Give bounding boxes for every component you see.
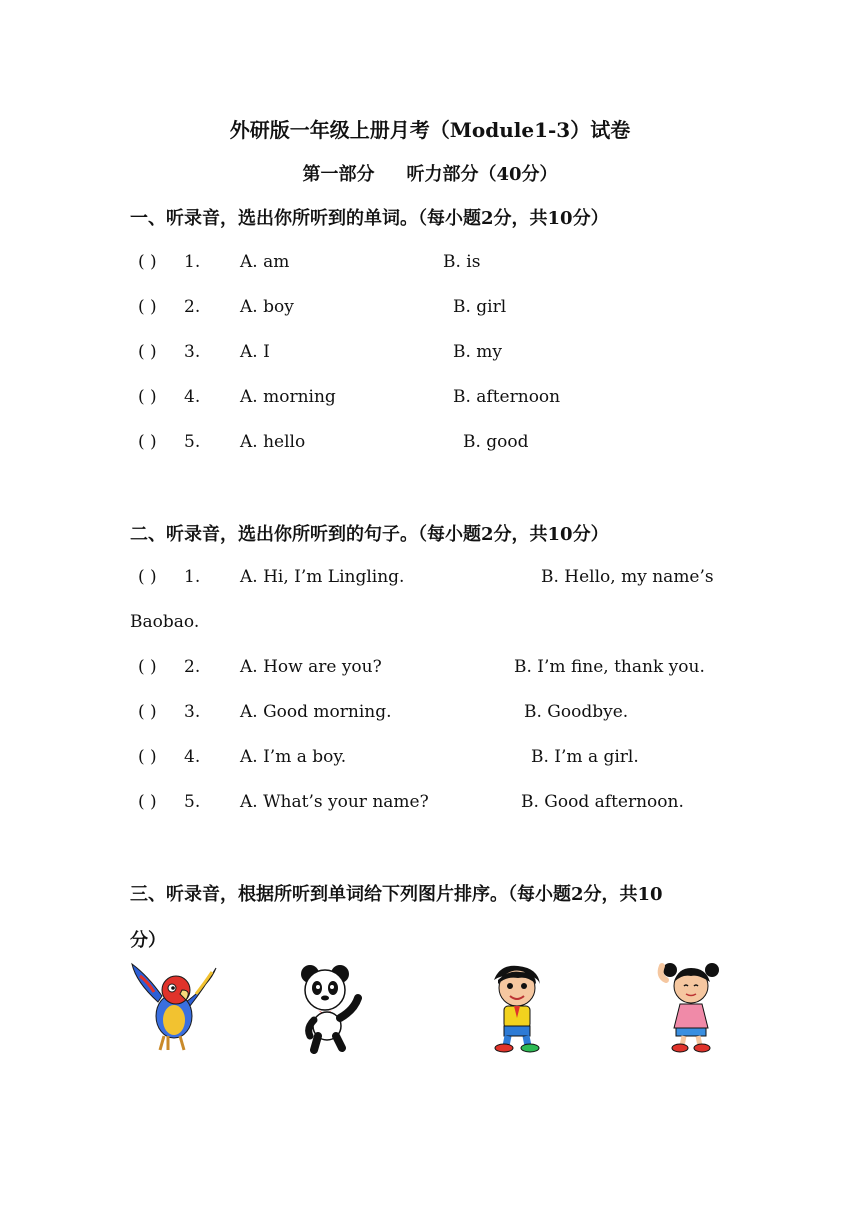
- item-number: 3.: [184, 342, 201, 362]
- answer-bracket[interactable]: ( ): [138, 297, 157, 317]
- option-a: A. morning: [240, 387, 336, 407]
- option-b: B. I’m a girl.: [531, 747, 639, 767]
- option-a: A. How are you?: [240, 657, 382, 677]
- option-a: A. am: [240, 252, 290, 272]
- answer-bracket[interactable]: ( ): [138, 657, 157, 677]
- option-b: B. I’m fine, thank you.: [514, 657, 705, 677]
- section2-heading: 二、听录音，选出你所听到的句子。（每小题2分，共10分）: [130, 524, 609, 545]
- item-number: 5.: [184, 432, 201, 452]
- option-a: A. What’s your name?: [240, 792, 429, 812]
- item-number: 5.: [184, 792, 201, 812]
- option-a: A. I’m a boy.: [240, 747, 347, 767]
- section1-heading: 一、听录音，选出你所听到的单词。（每小题2分，共10分）: [130, 208, 609, 229]
- page-title: 外研版一年级上册月考（Module1-3）试卷: [229, 118, 631, 142]
- option-b: B. my: [453, 342, 503, 362]
- option-b-wrap: Baobao.: [130, 612, 200, 632]
- option-b: B. girl: [453, 297, 507, 317]
- item-number: 3.: [184, 702, 201, 722]
- list-item: [0, 702, 860, 728]
- section3-heading: 三、听录音，根据所听到单词给下列图片排序。（每小题2分，共10: [130, 884, 663, 905]
- answer-bracket[interactable]: ( ): [138, 387, 157, 407]
- option-a: A. Good morning.: [240, 702, 392, 722]
- option-a: A. boy: [240, 297, 294, 317]
- part-name: 听力部分（40分）: [406, 164, 558, 185]
- answer-bracket[interactable]: ( ): [138, 567, 157, 587]
- answer-bracket[interactable]: ( ): [138, 252, 157, 272]
- item-number: 2.: [184, 657, 201, 677]
- girl-icon: [654, 962, 744, 1054]
- item-number: 1.: [184, 567, 201, 587]
- answer-bracket[interactable]: ( ): [138, 432, 157, 452]
- list-item: [0, 387, 860, 413]
- item-number: 4.: [184, 387, 201, 407]
- option-a: A. Hi, I’m Lingling.: [240, 567, 405, 587]
- part-label: 第一部分: [302, 164, 375, 185]
- section3-heading-wrap: 分）: [130, 930, 166, 951]
- item-number: 4.: [184, 747, 201, 767]
- list-item: [0, 252, 860, 278]
- option-b: B. Hello, my name’s: [541, 567, 714, 587]
- option-b: B. Good afternoon.: [521, 792, 684, 812]
- option-a: A. hello: [240, 432, 306, 452]
- panda-icon: [296, 962, 386, 1054]
- boy-icon: [480, 962, 570, 1054]
- list-item: [0, 432, 860, 458]
- option-b: B. afternoon: [453, 387, 561, 407]
- list-item: [0, 297, 860, 323]
- list-item: [0, 747, 860, 773]
- list-item: [0, 657, 860, 683]
- item-number: 1.: [184, 252, 201, 272]
- answer-bracket[interactable]: ( ): [138, 702, 157, 722]
- answer-bracket[interactable]: ( ): [138, 342, 157, 362]
- option-a: A. I: [240, 342, 270, 362]
- list-item: [0, 567, 860, 593]
- answer-bracket[interactable]: ( ): [138, 747, 157, 767]
- list-item: [0, 342, 860, 368]
- subtitle: [0, 160, 860, 186]
- item-number: 2.: [184, 297, 201, 317]
- option-b: B. good: [463, 432, 529, 452]
- option-b: B. Goodbye.: [524, 702, 629, 722]
- option-b: B. is: [443, 252, 481, 272]
- parrot-icon: [128, 962, 218, 1054]
- answer-bracket[interactable]: ( ): [138, 792, 157, 812]
- list-item: [0, 792, 860, 818]
